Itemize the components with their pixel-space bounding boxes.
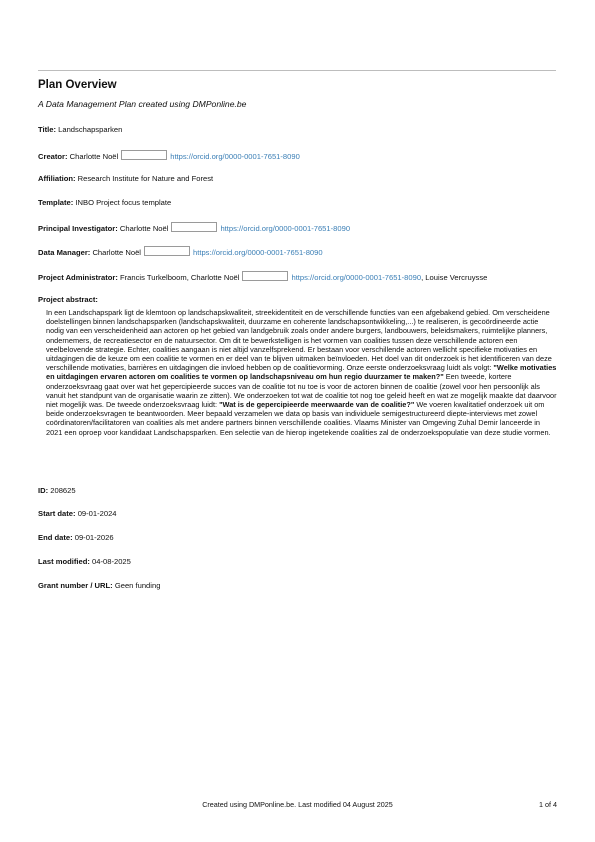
field-value: Charlotte Noël [119, 224, 169, 233]
orcid-icon [121, 150, 167, 160]
orcid-link[interactable]: https://orcid.org/0000-0001-7651-8090 [291, 273, 422, 282]
abstract-label: Project abstract: [38, 295, 98, 304]
field-label: Template: [38, 198, 74, 207]
field-label: Affiliation: [38, 174, 76, 183]
field-last-modified [38, 557, 131, 567]
field-end-date [38, 533, 114, 543]
field-label: Title: [38, 125, 57, 134]
field-data-manager [38, 246, 323, 258]
page-title: Plan Overview [38, 79, 117, 91]
field-affiliation [38, 174, 213, 184]
field-label: Principal Investigator: [38, 224, 118, 233]
field-label: End date: [38, 533, 73, 542]
field-label: Project Administrator: [38, 273, 118, 282]
orcid-link[interactable]: https://orcid.org/0000-0001-7651-8090 [193, 248, 323, 257]
field-label: Creator: [38, 152, 68, 161]
field-label: ID: [38, 486, 49, 495]
field-value: 208625 [50, 486, 76, 495]
field-label: Grant number / URL: [38, 581, 113, 590]
page-subtitle: A Data Management Plan created using DMPonline.be [38, 99, 247, 109]
field-project-administrator [38, 271, 487, 283]
field-label: Start date: [38, 509, 76, 518]
field-value: INBO Project focus template [75, 198, 172, 207]
field-id [38, 486, 76, 496]
abstract-text [46, 308, 558, 437]
field-value: Research Institute for Nature and Forest [77, 174, 214, 183]
orcid-icon [242, 271, 288, 281]
abstract-part: Een tweede, kortere onderzoeksvraag gaat over wat het gepercipieerde succes van de coalitie tot nu toe is voor de actoren binnen de coalitie (zowel voor hen persoonlijk als vanuit het standpunt van de organisatie waarin ze zitten). We onderzoeken tot wat de coalitie tot nog toe geleid heeft en wat ze mogelijk maakte dat daarvoor niet mogelijk was. De tweede onderzoeksvraag luidt: [46, 372, 557, 410]
page-number: 1 of 4 [539, 800, 557, 809]
field-grant [38, 581, 160, 591]
field-creator [38, 150, 300, 162]
field-label: Last modified: [38, 557, 90, 566]
field-template [38, 198, 171, 208]
research-question: "Welke motivaties en uitdagingen ervaren actoren om coalities te vormen op landschapsniveau om hun regio duurzamer te maken?" [46, 363, 557, 382]
field-value: Charlotte Noël [69, 152, 119, 161]
field-value: Landschapsparken [58, 125, 123, 134]
orcid-icon [171, 222, 217, 232]
footer-text: Created using DMPonline.be. Last modified 04 August 2025 [202, 800, 393, 809]
abstract-part: In een Landschapspark ligt de klemtoon op landschapskwaliteit, streekidentiteit en de verschillende functies van een afgebakend gebied. Om verscheidene doelstellingen binnen landschapsparken (landschapskwaliteit, duurzame en coherente landschapsontwikkeling,...) te realiseren, is gecoördineerde actie nodig van een verscheidenheid aan actoren op het gebied van landgebruik zoals onder andere burgers, landbouwers, beleidsmakers, ruimtelijke planners, ondernemers, de recreatiesector en de natuursector. Om dit te bewerkstelligen is het vormen van coalities tussen deze verschillende actoren een veelbelovende strategie. Echter, coalities aangaan is niet altijd vanzelfsprekend. Er bestaan voor verschillende actoren wellicht specifieke motivaties en uitdagingen die de keuze om een coalitie te vormen en er deel van te blijven uitmaken beïnvloeden. Het doel van dit onderzoek is het identificeren van deze verschillende motivaties, barrières en uitdagingen die invloed hebben op de coalitievorming. Onze eerste onderzoeksvraag luidt als volgt: [46, 308, 552, 373]
field-value: Charlotte Noël [92, 248, 141, 257]
field-label: Data Manager: [38, 248, 91, 257]
header-rule [38, 70, 556, 71]
field-value: Francis Turkelboom, Charlotte Noël [120, 273, 240, 282]
orcid-icon [144, 246, 190, 256]
abstract-part: We voeren kwalitatief onderzoek uit om beide onderzoeksvragen te beantwoorden. Meer bepaald verzamelen we data op basis van individuele semigestructureerd diepte-interviews met zowel coördinatoren/facilitatoren van coalities als met andere partners binnen verschillende coalities. Vlaams Minister van Omgeving Zuhal Demir lanceerde in 2021 een oproep voor kandidaat Landschapsparken. Een selectie van de hierop ingetekende coalities zal de onderzoekspopulatie van deze studie vormen. [46, 400, 551, 437]
field-value: Geen funding [114, 581, 161, 590]
field-value: 09-01-2024 [77, 509, 117, 518]
research-question: "Wat is de gepercipieerde meerwaarde van de coalitie?" [219, 400, 415, 410]
field-principal-investigator [38, 222, 350, 234]
field-title [38, 125, 122, 135]
orcid-link[interactable]: https://orcid.org/0000-0001-7651-8090 [170, 152, 300, 161]
field-value: 09-01-2026 [74, 533, 114, 542]
orcid-link[interactable]: https://orcid.org/0000-0001-7651-8090 [220, 224, 351, 233]
field-start-date [38, 509, 117, 519]
field-value-after: , Louise Vercruysse [421, 273, 488, 282]
field-value: 04-08-2025 [92, 557, 131, 566]
